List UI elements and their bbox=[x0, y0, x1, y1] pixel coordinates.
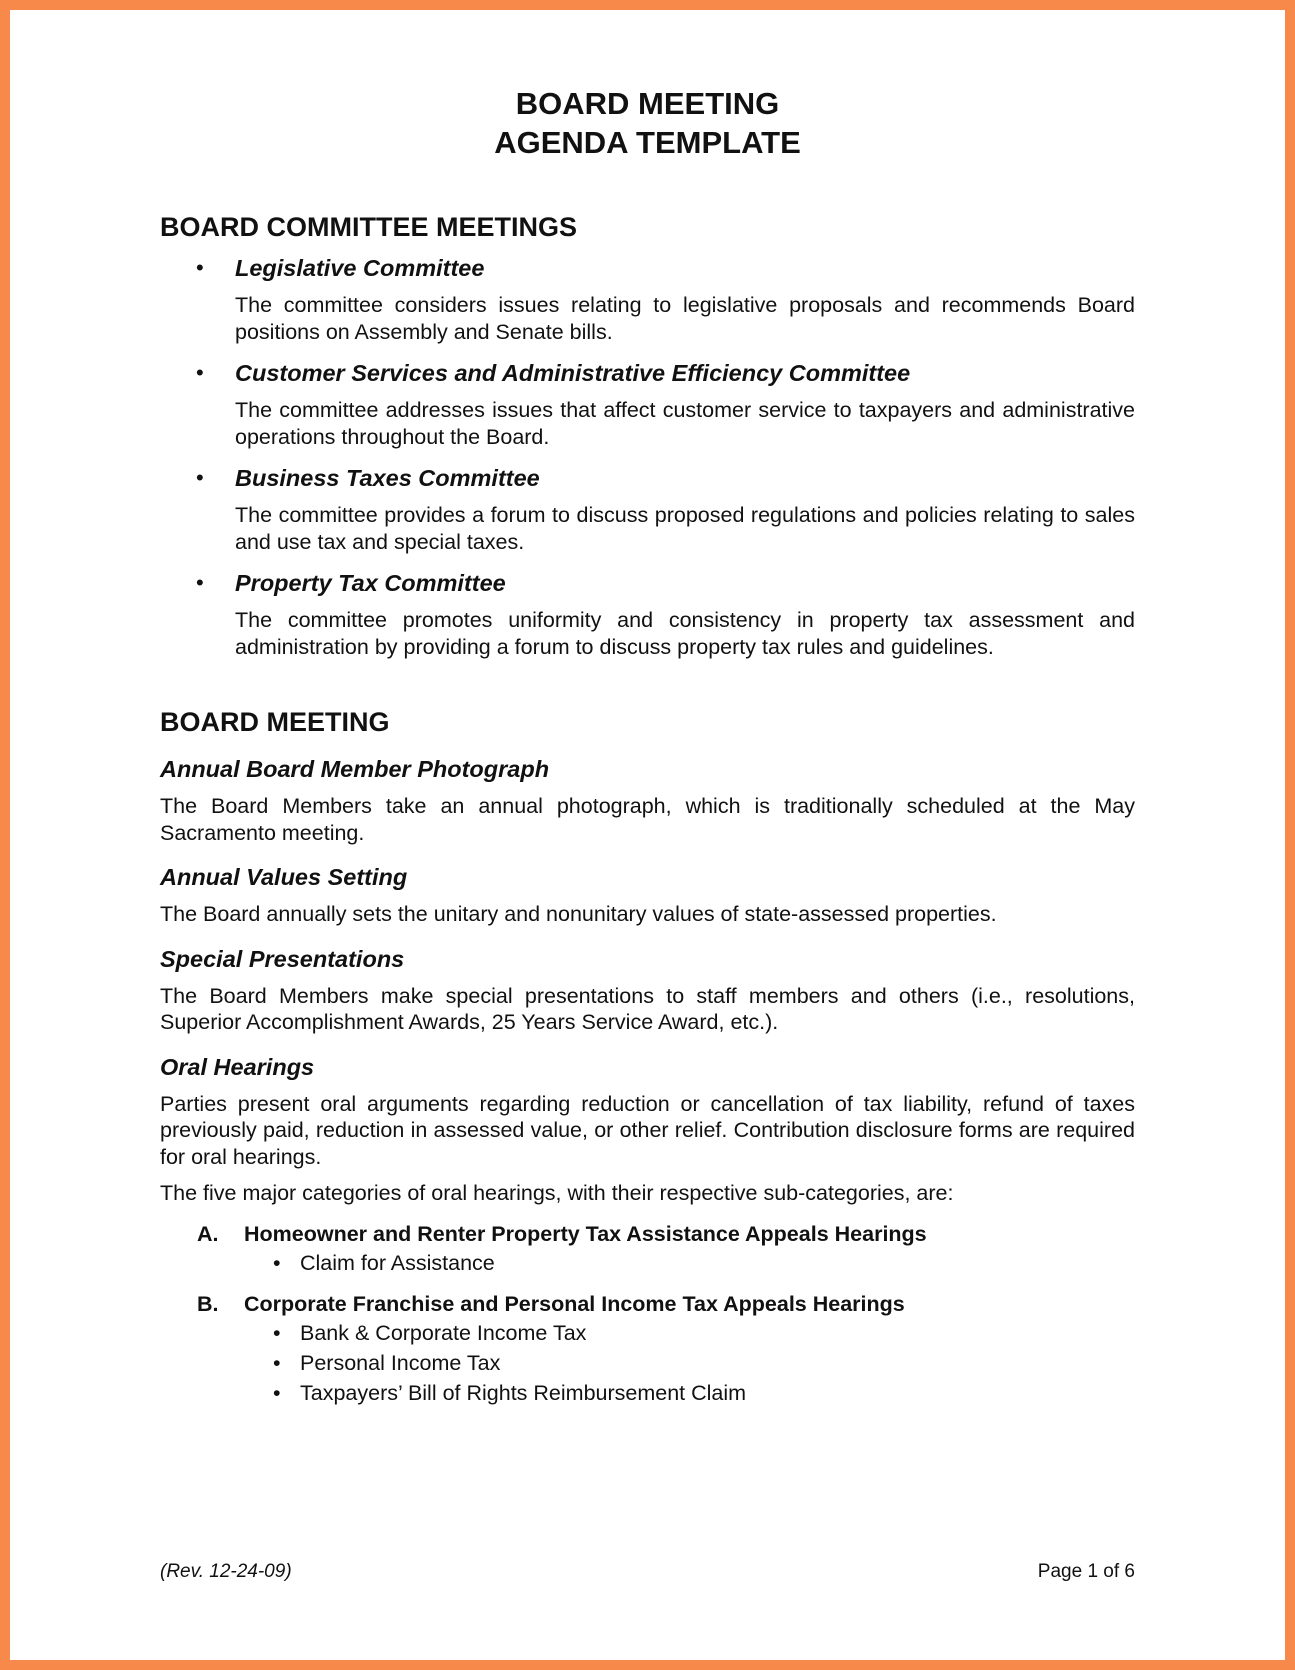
bullet-icon: • bbox=[273, 1320, 281, 1345]
subcategory-label: Personal Income Tax bbox=[300, 1350, 501, 1375]
meeting-item-oral-hearings bbox=[160, 1053, 1135, 1171]
committee-description: The committee provides a forum to discuss proposed regulations and policies relating to sales and use tax and special taxes. bbox=[235, 503, 1135, 554]
page-number: Page 1 of 6 bbox=[1037, 1561, 1135, 1582]
bullet-icon: • bbox=[196, 465, 204, 490]
category-title: Homeowner and Renter Property Tax Assistance Appeals Hearings bbox=[244, 1221, 927, 1246]
hearing-category-a bbox=[160, 1220, 1135, 1278]
meeting-item-heading: Oral Hearings bbox=[160, 1053, 315, 1080]
document-title-line-2: AGENDA TEMPLATE bbox=[494, 125, 801, 160]
committee-description: The committee considers issues relating to legislative proposals and recommends Board positions on Assembly and Senate bills. bbox=[235, 293, 1135, 344]
bullet-icon: • bbox=[273, 1380, 281, 1405]
category-letter: A. bbox=[197, 1221, 219, 1246]
document-title-line-1: BOARD MEETING bbox=[515, 86, 780, 121]
subcategory-label: Taxpayers’ Bill of Rights Reimbursement Claim bbox=[300, 1380, 747, 1405]
committee-list bbox=[160, 254, 1135, 660]
bullet-icon: • bbox=[273, 1350, 281, 1375]
meeting-item-special-presentations bbox=[160, 945, 1135, 1036]
subcategory-item bbox=[273, 1378, 1135, 1408]
committee-description: The committee addresses issues that affect customer service to taxpayers and administrative operations throughout the Board. bbox=[235, 398, 1135, 449]
meeting-item-text: The Board Members take an annual photograph, which is traditionally scheduled at the May Sacramento meeting. bbox=[160, 794, 1135, 845]
meeting-item-heading: Annual Values Setting bbox=[160, 864, 408, 890]
document-page bbox=[160, 84, 1135, 1408]
meeting-item-text: Parties present oral arguments regarding reduction or cancellation of tax liability, refund of taxes previously paid, reduction in assessed value, or other relief. Contribution disclosure forms are required for oral hearings. bbox=[160, 1091, 1135, 1169]
meeting-item-heading: Annual Board Member Photograph bbox=[160, 756, 550, 782]
committee-description: The committee promotes uniformity and consistency in property tax assessment and administration by providing a forum to discuss property tax rules and guidelines. bbox=[235, 608, 1135, 659]
subcategory-label: Claim for Assistance bbox=[300, 1250, 495, 1275]
meeting-item-heading: Special Presentations bbox=[160, 945, 405, 972]
committee-section-heading: BOARD COMMITTEE MEETINGS bbox=[160, 212, 577, 242]
bullet-icon: • bbox=[273, 1250, 281, 1275]
subcategory-item bbox=[273, 1318, 1135, 1348]
subcategory-item bbox=[273, 1348, 1135, 1378]
subcategory-list bbox=[244, 1318, 1135, 1408]
committee-name: Customer Services and Administrative Efficiency Committee bbox=[235, 360, 911, 386]
subcategory-list bbox=[244, 1248, 1135, 1278]
committee-item-property-tax bbox=[160, 569, 1135, 660]
revision-label: (Rev. 12-24-09) bbox=[160, 1561, 292, 1582]
hearing-categories-list bbox=[160, 1220, 1135, 1408]
subcategory-label: Bank & Corporate Income Tax bbox=[300, 1320, 587, 1345]
bullet-icon: • bbox=[196, 255, 204, 280]
committee-item-business-taxes bbox=[160, 464, 1135, 555]
meeting-item-text: The Board Members make special presentations to staff members and others (i.e., resolutions, Superior Accomplishment Awards, 25 Years Service Award, etc.). bbox=[160, 983, 1135, 1034]
committee-name: Property Tax Committee bbox=[235, 570, 506, 596]
meeting-item-photograph bbox=[160, 755, 1135, 846]
categories-intro: The five major categories of oral hearings, with their respective sub-categories, are: bbox=[160, 1181, 954, 1205]
committee-item-customer-services bbox=[160, 359, 1135, 450]
bullet-icon: • bbox=[196, 360, 204, 385]
committee-name: Business Taxes Committee bbox=[235, 465, 540, 491]
meeting-item-text: The Board annually sets the unitary and nonunitary values of state-assessed properties. bbox=[160, 902, 997, 926]
committee-name: Legislative Committee bbox=[235, 255, 485, 281]
bullet-icon: • bbox=[196, 570, 204, 595]
committee-item-legislative bbox=[160, 254, 1135, 345]
document-title bbox=[160, 84, 1135, 162]
hearing-category-b bbox=[160, 1290, 1135, 1408]
category-title: Corporate Franchise and Personal Income Tax Appeals Hearings bbox=[244, 1291, 905, 1316]
meeting-item-values-setting bbox=[160, 863, 1135, 928]
meeting-section-heading: BOARD MEETING bbox=[160, 707, 390, 737]
category-letter: B. bbox=[197, 1291, 219, 1316]
subcategory-item bbox=[273, 1248, 1135, 1278]
